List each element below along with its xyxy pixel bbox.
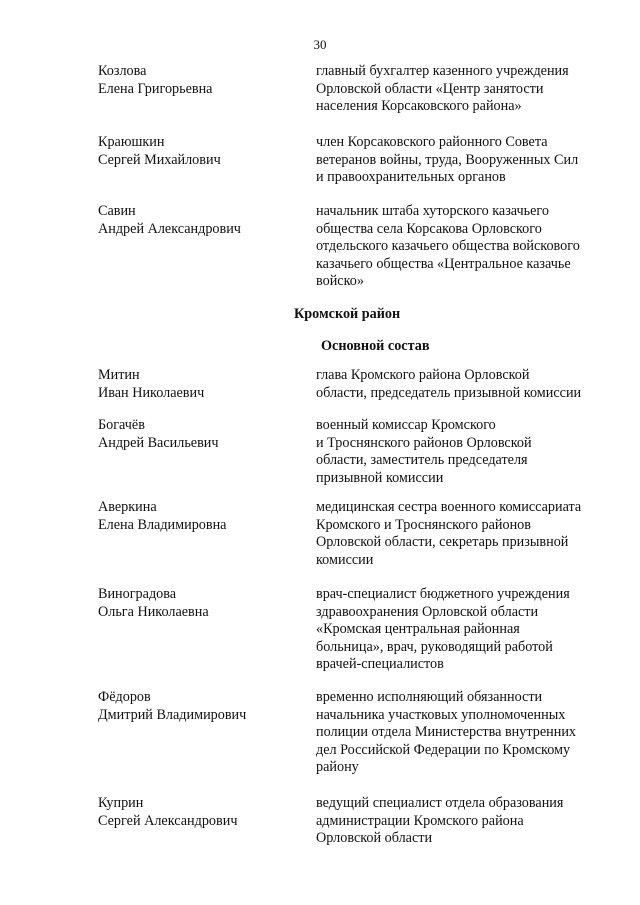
surname: Куприн	[98, 795, 144, 811]
surname: Фёдоров	[98, 689, 151, 705]
role-line: временно исполняющий обязанности	[316, 689, 543, 705]
role-line: и правоохранительных органов	[316, 169, 506, 186]
person-role	[316, 134, 616, 187]
role-line: казачьего общества «Центральное казачье	[316, 255, 571, 272]
role-line: администрации Кромского района	[316, 812, 524, 829]
role-line: Кромского и Троснянского районов	[316, 516, 531, 533]
given-names: Андрей Александрович	[98, 220, 241, 237]
person-role	[316, 417, 616, 487]
surname: Богачёв	[98, 417, 145, 433]
given-names: Иван Николаевич	[98, 384, 205, 401]
given-names: Дмитрий Владимирович	[98, 706, 247, 723]
role-line: области, председатель призывной комиссии	[316, 384, 582, 401]
role-line: войско»	[316, 273, 364, 290]
surname: Аверкина	[98, 499, 157, 515]
page-number: 30	[313, 37, 327, 52]
role-line: области, заместитель председателя	[316, 452, 528, 469]
role-line: глава Кромского района Орловской	[316, 367, 530, 383]
surname: Савин	[98, 203, 136, 219]
surname: Козлова	[98, 63, 147, 79]
role-line: ведущий специалист отдела образования	[316, 795, 564, 811]
person-name	[98, 203, 298, 238]
surname: Краюшкин	[98, 134, 165, 150]
role-line: полиции отдела Министерства внутренних	[316, 724, 577, 741]
section-heading: Кромской район	[294, 306, 401, 322]
role-line: больница», врач, руководящий работой	[316, 638, 553, 655]
role-line: дел Российской Федерации по Кромскому	[316, 741, 571, 758]
person-role	[316, 586, 616, 674]
role-line: ветеранов войны, труда, Вооруженных Сил	[316, 151, 579, 168]
person-role	[316, 63, 616, 116]
role-line: Орловской области, секретарь призывной	[316, 534, 569, 551]
given-names: Елена Григорьевна	[98, 80, 213, 97]
role-line: отдельского казачьего общества войскового	[316, 238, 580, 255]
surname: Виноградова	[98, 586, 177, 602]
given-names: Елена Владимировна	[98, 516, 227, 533]
given-names: Сергей Михайлович	[98, 151, 221, 168]
given-names: Ольга Николаевна	[98, 603, 209, 620]
role-line: району	[316, 759, 359, 776]
person-name	[98, 795, 298, 830]
role-line: член Корсаковского районного Совета	[316, 134, 548, 150]
given-names: Сергей Александрович	[98, 812, 238, 829]
role-line: общества села Корсакова Орловского	[316, 220, 542, 237]
person-role	[316, 795, 616, 848]
role-line: и Троснянского районов Орловской	[316, 434, 532, 451]
role-line: Орловской области	[316, 830, 433, 847]
role-line: Орловской области «Центр занятости	[316, 80, 544, 97]
role-line: начальник штаба хуторского казачьего	[316, 203, 549, 219]
given-names: Андрей Васильевич	[98, 434, 219, 451]
person-name	[98, 417, 298, 452]
person-role	[316, 203, 616, 291]
subsection-heading: Основной состав	[321, 338, 430, 354]
role-line: здравоохранения Орловской области	[316, 603, 539, 620]
person-name	[98, 586, 298, 621]
person-name	[98, 367, 298, 402]
role-line: «Кромская центральная районная	[316, 621, 520, 638]
person-role	[316, 689, 616, 777]
person-role	[316, 367, 616, 402]
surname: Митин	[98, 367, 140, 383]
role-line: начальника участковых уполномоченных	[316, 706, 566, 723]
role-line: призывной комиссии	[316, 469, 444, 486]
role-line: медицинская сестра военного комиссариата	[316, 499, 582, 515]
role-line: военный комиссар Кромского	[316, 417, 496, 433]
role-line: населения Корсаковского района»	[316, 98, 522, 115]
person-name	[98, 63, 298, 98]
role-line: врач-специалист бюджетного учреждения	[316, 586, 570, 602]
role-line: врачей-специалистов	[316, 656, 444, 673]
person-role	[316, 499, 616, 569]
person-name	[98, 134, 298, 169]
person-name	[98, 689, 298, 724]
role-line: комиссии	[316, 551, 374, 568]
role-line: главный бухгалтер казенного учреждения	[316, 63, 569, 79]
person-name	[98, 499, 298, 534]
